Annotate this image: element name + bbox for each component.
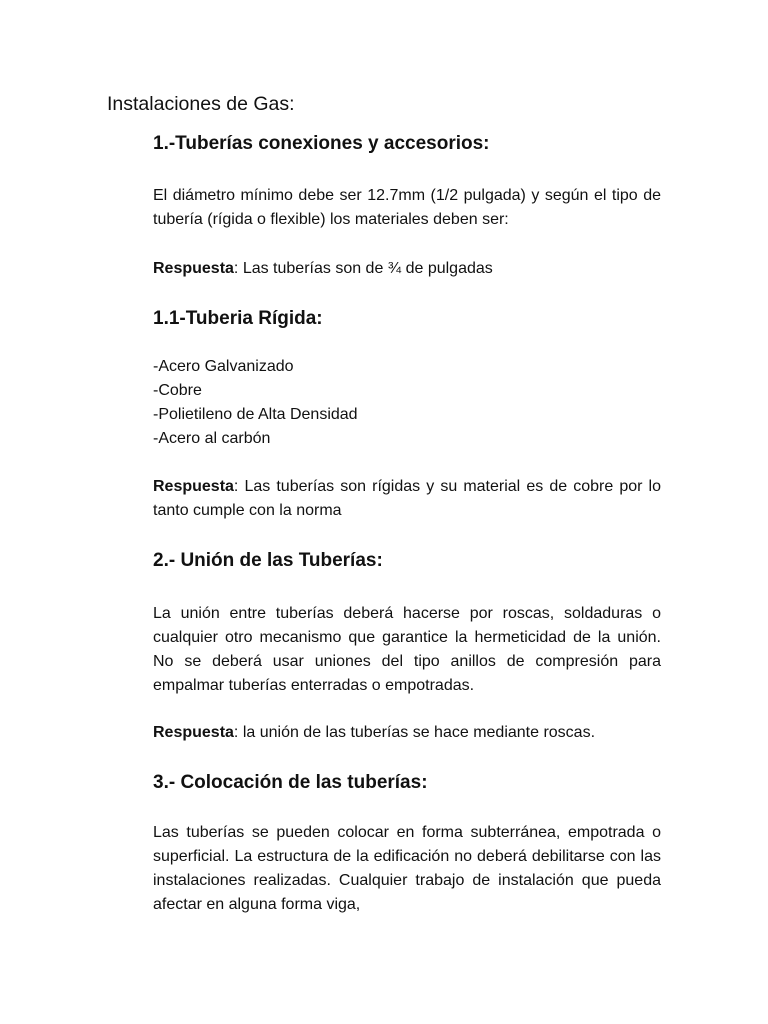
section-3: [153, 772, 661, 794]
section-paragraph: Las tuberías se pueden colocar en forma subterránea, empotrada o superficial. La estructura de la edificación no deberá debilitarse con las instalaciones realizadas. Cualquier trabajo de instalación que pueda afectar en alguna forma viga,: [153, 824, 661, 913]
section-2-body: [153, 602, 661, 698]
section-2: [153, 550, 661, 572]
section-heading: 3.- Colocación de las tuberías:: [153, 772, 428, 793]
section-1-answer: [153, 257, 661, 281]
document-title: Instalaciones de Gas:: [107, 93, 295, 115]
material-list: [153, 355, 661, 451]
list-item: -Acero al carbón: [153, 430, 271, 447]
section-paragraph: El diámetro mínimo debe ser 12.7mm (1/2 pulgada) y según el tipo de tubería (rígida o flexible) los materiales deben ser:: [153, 187, 661, 228]
section-2-answer: [153, 721, 661, 745]
answer-label: Respuesta: [153, 478, 234, 495]
section-1-1-answer: [153, 475, 661, 523]
section-heading: 1.-Tuberías conexiones y accesorios:: [153, 133, 490, 154]
section-1-body: [153, 184, 661, 232]
list-item: -Acero Galvanizado: [153, 358, 294, 375]
answer-text: : Las tuberías son rígidas y su material es de cobre por lo tanto cumple con la norma: [153, 478, 661, 519]
answer-label: Respuesta: [153, 724, 234, 741]
answer-text: : Las tuberías son de ¾ de pulgadas: [233, 260, 493, 277]
section-3-body: [153, 821, 661, 917]
section-paragraph: La unión entre tuberías deberá hacerse por roscas, soldaduras o cualquier otro mecanismo que garantice la hermeticidad de la unión. No se deberá usar uniones del tipo anillos de compresión para empalmar tuberías enterradas o empotradas.: [153, 605, 661, 694]
section-1-1: [153, 308, 661, 330]
list-item: -Polietileno de Alta Densidad: [153, 406, 358, 423]
answer-text: : la unión de las tuberías se hace mediante roscas.: [233, 724, 596, 741]
list-item: -Cobre: [153, 382, 202, 399]
section-heading: 1.1-Tuberia Rígida:: [153, 308, 323, 329]
answer-label: Respuesta: [153, 260, 234, 277]
section-1: [153, 133, 661, 155]
material-list-container: [153, 355, 661, 451]
section-heading: 2.- Unión de las Tuberías:: [153, 550, 383, 571]
